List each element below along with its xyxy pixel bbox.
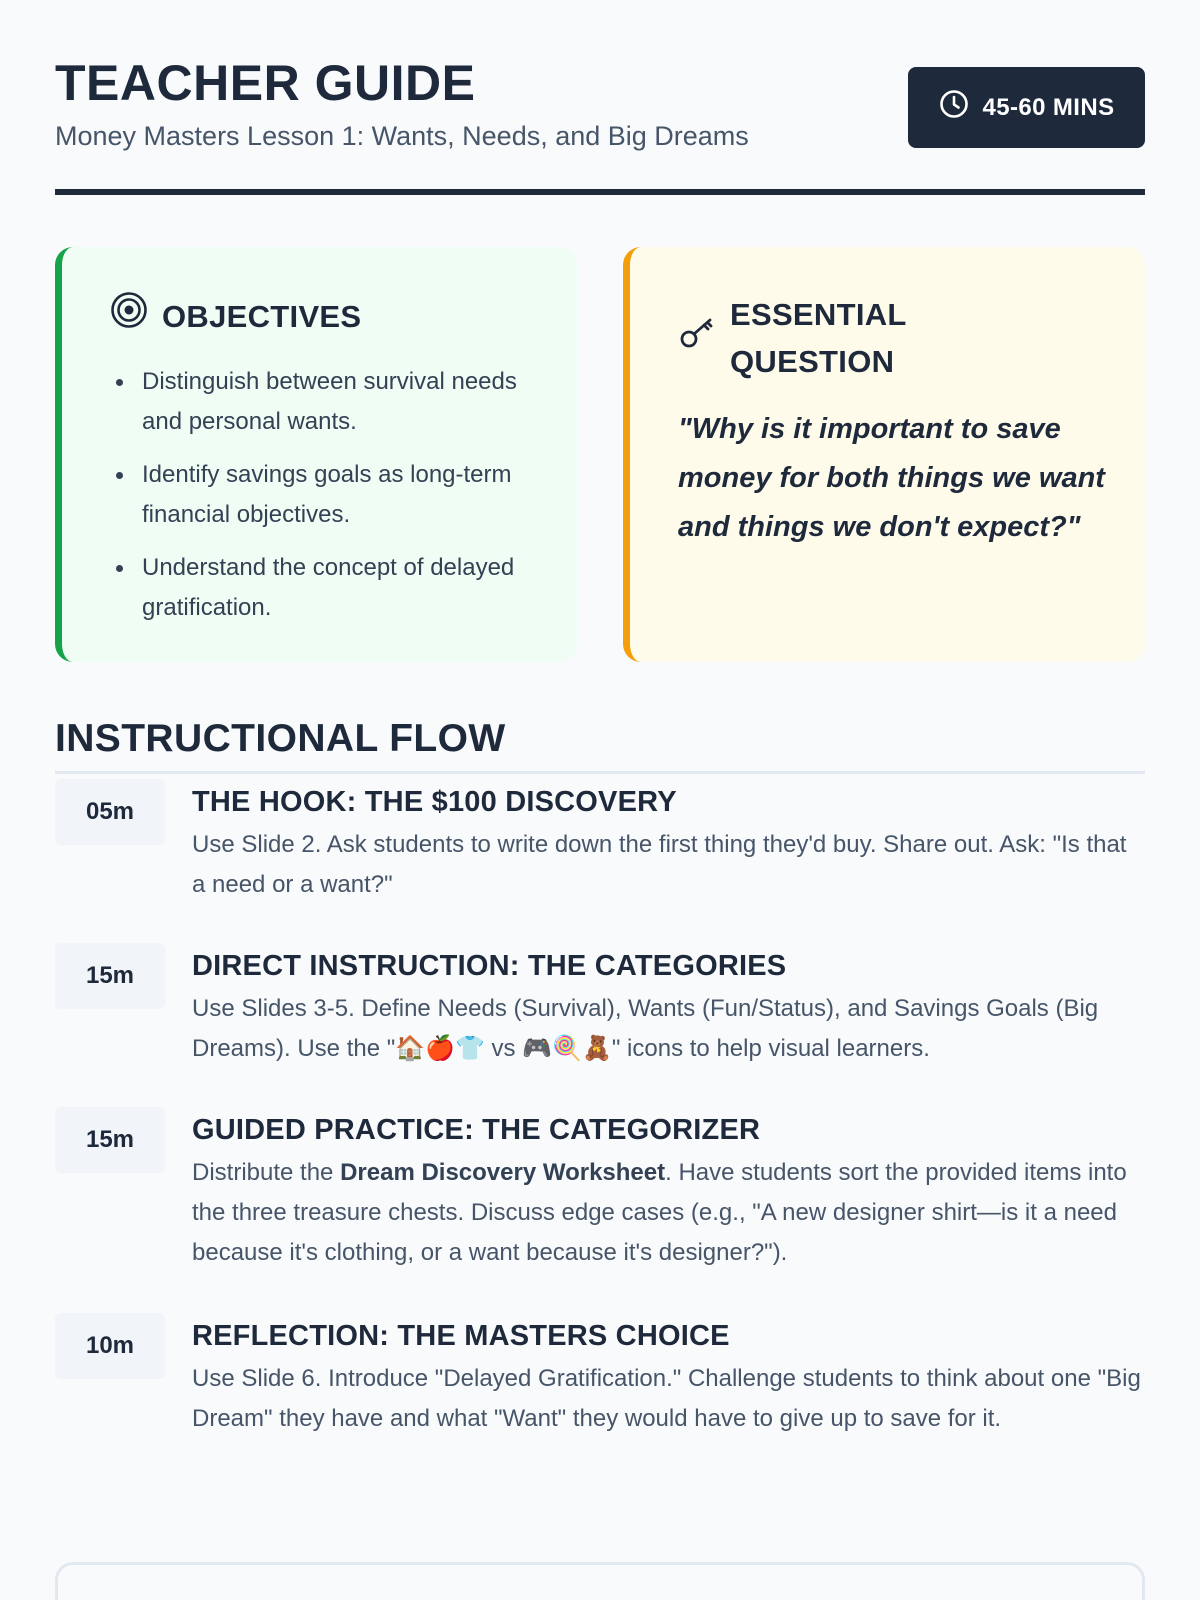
essential-question-heading-text (730, 291, 907, 385)
heading-line-2: QUESTION (730, 344, 895, 379)
step-title: REFLECTION: THE MASTERS CHOICE (192, 1320, 730, 1352)
bottom-card (55, 1562, 1145, 1600)
step-description: Use Slide 2. Ask students to write down the first thing they'd buy. Share out. Ask: "Is that a need or a want?" (192, 831, 1127, 898)
duration-label: 45-60 MINS (982, 93, 1115, 121)
step-title: DIRECT INSTRUCTION: THE CATEGORIES (192, 950, 787, 982)
worksheet-name: Dream Discovery Worksheet (340, 1159, 666, 1186)
time-badge: 15m (55, 1107, 165, 1173)
step-text-before: Distribute the (192, 1159, 341, 1186)
objectives-list (110, 362, 537, 628)
step-text-after: . Have students sort the provided items into the three treasure chests. Discuss edge cases (e.g., "A new designer shirt—is it a need because it's clothing, or a want because it's designer?"). (192, 1159, 1127, 1266)
step-body (192, 1317, 1145, 1439)
time-badge: 10m (55, 1313, 165, 1379)
page-title: TEACHER GUIDE (55, 55, 476, 111)
instructional-flow-heading: INSTRUCTIONAL FLOW (55, 717, 1145, 774)
header (55, 0, 1145, 195)
list-item: Identify savings goals as long-term financial objectives. (110, 455, 537, 535)
key-icon (678, 313, 716, 364)
time-badge: 15m (55, 943, 165, 1009)
objectives-heading (110, 291, 537, 342)
step-body (192, 947, 1145, 1069)
lesson-subtitle: Money Masters Lesson 1: Wants, Needs, and Big Dreams (55, 121, 749, 151)
essential-question-heading (678, 291, 1105, 385)
target-icon (110, 291, 148, 342)
essential-question-card (623, 247, 1145, 662)
essential-question-quote: "Why is it important to save money for both things we want and things we don't expect?" (678, 413, 1105, 543)
time-badge: 05m (55, 779, 165, 845)
step-description: Use Slides 3-5. Define Needs (Survival), Wants (Fun/Status), and Savings Goals (Big Dreams). Use the "🏠🍎👕 vs 🎮🍭🧸" icons to help visual learners. (192, 995, 1099, 1062)
step-description (192, 1153, 1145, 1273)
objectives-card (55, 247, 577, 662)
step-description: Use Slide 6. Introduce "Delayed Gratification." Challenge students to think about one "Big Dream" they have and what "Want" they would have to give up to save for it. (192, 1365, 1141, 1432)
step-title: GUIDED PRACTICE: THE CATEGORIZER (192, 1114, 761, 1146)
step-body (192, 1111, 1145, 1273)
step-title: THE HOOK: THE $100 DISCOVERY (192, 786, 677, 818)
list-item: Distinguish between survival needs and personal wants. (110, 362, 537, 442)
list-item: Understand the concept of delayed gratification. (110, 548, 537, 628)
summary-cards (55, 247, 1145, 662)
step-body (192, 783, 1145, 905)
clock-icon (938, 88, 970, 127)
objectives-heading-text: OBJECTIVES (162, 299, 362, 334)
duration-badge (908, 67, 1145, 148)
heading-line-1: ESSENTIAL (730, 297, 907, 332)
